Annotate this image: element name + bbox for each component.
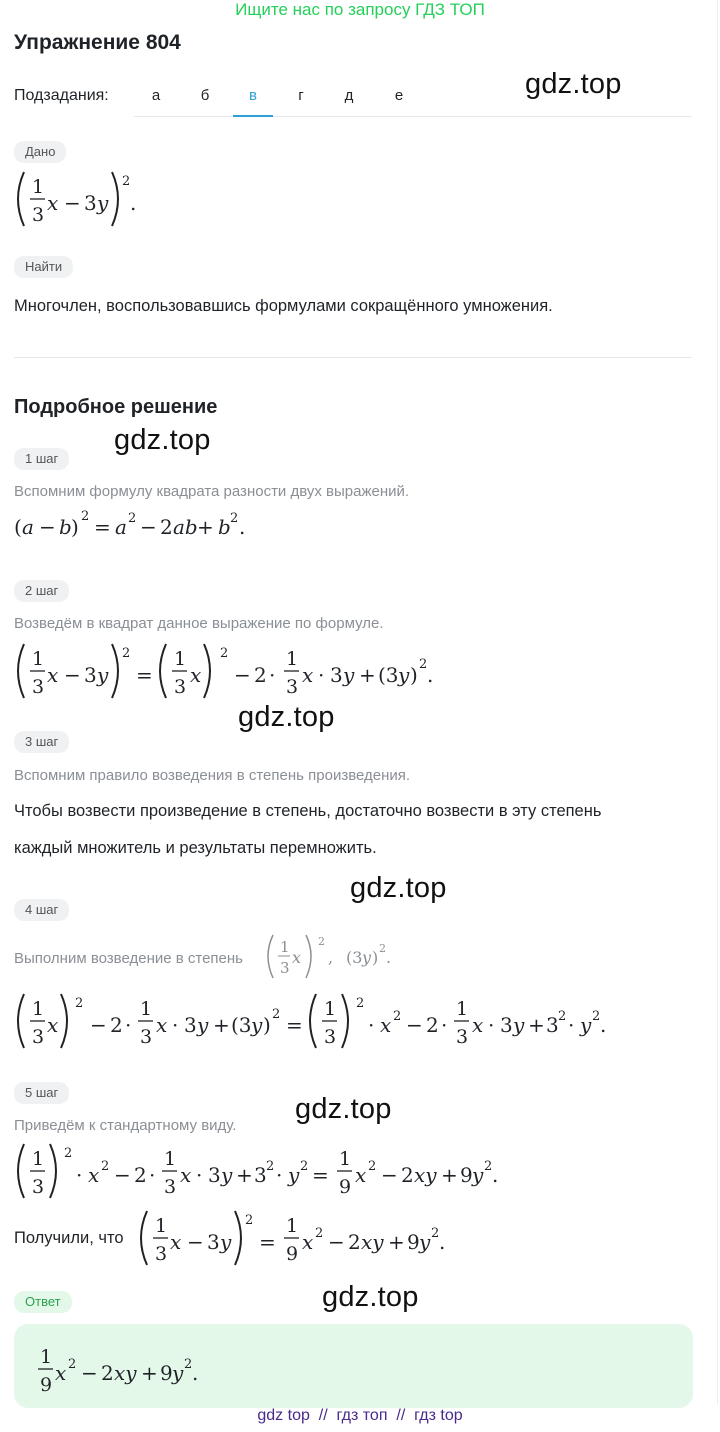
svg-text:−: − <box>381 1163 398 1187</box>
svg-text:1: 1 <box>456 998 469 1020</box>
svg-text:x: x <box>180 1163 192 1187</box>
svg-text:·: · <box>276 1163 283 1187</box>
svg-text:−: − <box>406 1013 423 1037</box>
svg-text:3: 3 <box>330 663 343 687</box>
subtasks-tabs <box>134 70 692 117</box>
svg-text:a: a <box>115 515 127 539</box>
svg-text:·: · <box>172 1013 179 1037</box>
svg-text:y: y <box>197 1013 209 1037</box>
subtasks-label: Подзадания: <box>14 87 109 104</box>
svg-text:y: y <box>288 1163 300 1187</box>
svg-text:+: + <box>388 1230 405 1254</box>
svg-text:y: y <box>419 1230 431 1254</box>
svg-text:·: · <box>269 663 276 687</box>
step-3-hint: Вспомним правило возведения в степень произведения. <box>14 767 411 784</box>
svg-text:2: 2 <box>315 1226 324 1241</box>
svg-text:x: x <box>47 1013 59 1037</box>
svg-text:1: 1 <box>164 1148 177 1170</box>
svg-text:2: 2 <box>134 1163 147 1187</box>
svg-text:9: 9 <box>160 1361 173 1385</box>
step-4-badge: 4 шаг <box>14 899 69 921</box>
svg-text:2: 2 <box>245 1213 254 1228</box>
svg-text:1: 1 <box>140 998 153 1020</box>
svg-text:+: + <box>236 1163 253 1187</box>
tab-g[interactable]: г <box>298 87 304 104</box>
svg-text:3: 3 <box>324 1026 337 1048</box>
step-1-formula <box>14 508 274 542</box>
watermark: gdz.top <box>525 68 622 100</box>
svg-text:=: = <box>94 515 111 539</box>
svg-text:b: b <box>59 515 72 539</box>
svg-text:−: − <box>328 1230 345 1254</box>
svg-text:.: . <box>386 948 392 967</box>
svg-text:9: 9 <box>407 1230 420 1254</box>
svg-text:x: x <box>47 191 59 215</box>
svg-text:2: 2 <box>379 942 386 955</box>
top-banner[interactable]: Ищите нас по запросу ГДЗ ТОП <box>235 0 485 19</box>
page-border <box>717 0 718 1405</box>
step-5-result-prefix: Получили, что <box>14 1229 124 1247</box>
svg-text:2: 2 <box>122 174 131 189</box>
svg-text:(3: (3 <box>346 948 363 967</box>
answer-badge: Ответ <box>14 1291 72 1313</box>
svg-text:·: · <box>441 1013 448 1037</box>
svg-text:2: 2 <box>160 515 173 539</box>
svg-text:2: 2 <box>184 1357 193 1372</box>
svg-text:xy: xy <box>361 1230 384 1254</box>
svg-text:2: 2 <box>300 1159 309 1174</box>
find-text: Многочлен, воспользовавшись формулами сокращённого умножения. <box>14 297 553 315</box>
svg-text:2: 2 <box>318 935 325 948</box>
watermark: gdz.top <box>238 701 335 733</box>
watermark: gdz.top <box>322 1281 419 1313</box>
svg-text:1: 1 <box>286 648 299 670</box>
svg-text:2: 2 <box>254 663 267 687</box>
svg-text:2: 2 <box>558 1009 567 1024</box>
step-3-badge: 3 шаг <box>14 731 69 753</box>
solution-title: Подробное решение <box>14 396 218 418</box>
tab-d[interactable]: д <box>344 87 354 104</box>
svg-text:9: 9 <box>460 1163 473 1187</box>
svg-text:.: . <box>600 1013 607 1037</box>
svg-text:·: · <box>196 1163 203 1187</box>
svg-text:2: 2 <box>431 1226 440 1241</box>
svg-text:−: − <box>140 515 157 539</box>
svg-text:x: x <box>380 1013 392 1037</box>
svg-text:1: 1 <box>280 938 290 956</box>
svg-text:=: = <box>259 1230 276 1254</box>
svg-text:): ) <box>410 663 418 687</box>
svg-text:·: · <box>76 1163 83 1187</box>
svg-text:y: y <box>362 948 372 967</box>
svg-text:−: − <box>81 1361 98 1385</box>
svg-text:=: = <box>136 663 153 687</box>
svg-text:y: y <box>513 1013 525 1037</box>
svg-text:y: y <box>220 1230 232 1254</box>
svg-text:3: 3 <box>140 1026 153 1048</box>
svg-text:2: 2 <box>592 1009 601 1024</box>
svg-text:1: 1 <box>324 998 337 1020</box>
svg-text:9: 9 <box>40 1374 53 1396</box>
svg-text:(3: (3 <box>231 1013 252 1037</box>
svg-text:3: 3 <box>208 1163 221 1187</box>
svg-text:.: . <box>492 1163 499 1187</box>
svg-text:3: 3 <box>32 1026 45 1048</box>
page-title: Упражнение 804 <box>14 31 181 54</box>
svg-text:(: ( <box>14 515 22 539</box>
svg-text:·: · <box>125 1013 132 1037</box>
svg-text:3: 3 <box>207 1230 220 1254</box>
svg-text:3: 3 <box>184 1013 197 1037</box>
svg-text:·: · <box>318 663 325 687</box>
step-4-formula <box>14 990 614 1052</box>
tab-v[interactable]: в <box>233 87 273 104</box>
step-2-formula <box>14 640 444 702</box>
svg-text:y: y <box>472 1163 484 1187</box>
svg-text:2: 2 <box>68 1357 77 1372</box>
svg-text:2: 2 <box>64 1146 73 1161</box>
svg-text:2: 2 <box>393 1009 402 1024</box>
svg-text:(3: (3 <box>378 663 399 687</box>
svg-text:y: y <box>97 663 109 687</box>
svg-text:1: 1 <box>286 1215 299 1237</box>
step-5-hint: Приведём к стандартному виду. <box>14 1117 237 1134</box>
step-1-badge: 1 шаг <box>14 448 69 470</box>
svg-text:2: 2 <box>220 646 229 661</box>
svg-text:3: 3 <box>254 1163 267 1187</box>
svg-text:1: 1 <box>174 648 187 670</box>
svg-text:a: a <box>22 515 34 539</box>
step-3-text-line2: каждый множитель и результаты перемножить. <box>14 839 377 857</box>
svg-text:x: x <box>302 1230 314 1254</box>
svg-text:y: y <box>97 191 109 215</box>
footer-links[interactable]: gdz top // гдз топ // гдз top <box>257 1407 463 1424</box>
svg-text:x: x <box>302 663 314 687</box>
svg-text:2: 2 <box>128 511 137 526</box>
svg-text:3: 3 <box>32 1176 45 1198</box>
svg-text:2: 2 <box>101 1159 110 1174</box>
svg-text:−: − <box>234 663 251 687</box>
svg-text:9: 9 <box>286 1243 299 1265</box>
step-5-badge: 5 шаг <box>14 1082 69 1104</box>
step-3-text-line1: Чтобы возвести произведение в степень, достаточно возвести в эту степень <box>14 802 602 820</box>
tab-b[interactable]: б <box>200 87 210 104</box>
svg-text:2: 2 <box>356 996 365 1011</box>
svg-text:9: 9 <box>339 1176 352 1198</box>
svg-text:x: x <box>47 663 59 687</box>
svg-text:1: 1 <box>32 176 45 198</box>
svg-text:·: · <box>488 1013 495 1037</box>
svg-text:.: . <box>239 515 246 539</box>
svg-text:3: 3 <box>456 1026 469 1048</box>
svg-text:1: 1 <box>40 1346 53 1368</box>
svg-text:.: . <box>427 663 434 687</box>
svg-text:3: 3 <box>155 1243 168 1265</box>
svg-text:3: 3 <box>280 959 290 977</box>
svg-text:+: + <box>213 1013 230 1037</box>
svg-text:1: 1 <box>32 998 45 1020</box>
step-5-result-formula <box>137 1207 457 1269</box>
svg-text:−: − <box>39 515 56 539</box>
svg-text:x: x <box>170 1230 182 1254</box>
svg-text:y: y <box>172 1361 184 1385</box>
svg-text:): ) <box>71 515 79 539</box>
svg-text:3: 3 <box>32 204 45 226</box>
svg-text:−: − <box>64 191 81 215</box>
watermark: gdz.top <box>350 872 447 904</box>
watermark: gdz.top <box>114 424 211 456</box>
svg-text:y: y <box>251 1013 263 1037</box>
tab-a[interactable]: а <box>151 87 161 104</box>
svg-text:3: 3 <box>84 191 97 215</box>
svg-text:+: + <box>197 515 214 539</box>
svg-text:.: . <box>130 191 137 215</box>
svg-text:−: − <box>64 663 81 687</box>
svg-text:3: 3 <box>546 1013 559 1037</box>
svg-text:1: 1 <box>155 1215 168 1237</box>
svg-text:): ) <box>372 948 379 967</box>
svg-text:2: 2 <box>81 509 90 524</box>
svg-text:.: . <box>192 1361 199 1385</box>
svg-text:x: x <box>88 1163 100 1187</box>
svg-text:3: 3 <box>500 1013 513 1037</box>
svg-text:2: 2 <box>101 1361 114 1385</box>
svg-text:,: , <box>328 948 334 967</box>
svg-text:y: y <box>343 663 355 687</box>
svg-text:2: 2 <box>484 1159 493 1174</box>
svg-text:): ) <box>263 1013 271 1037</box>
step-4-hint: Выполним возведение в степень <box>14 950 243 967</box>
find-badge: Найти <box>14 256 73 278</box>
svg-text:y: y <box>221 1163 233 1187</box>
svg-text:2: 2 <box>272 1007 281 1022</box>
svg-text:x: x <box>156 1013 168 1037</box>
svg-text:3: 3 <box>286 676 299 698</box>
svg-text:2: 2 <box>122 646 131 661</box>
svg-text:+: + <box>141 1361 158 1385</box>
svg-text:xy: xy <box>414 1163 437 1187</box>
svg-text:3: 3 <box>164 1176 177 1198</box>
step-5-formula <box>14 1140 514 1202</box>
svg-text:−: − <box>114 1163 131 1187</box>
watermark: gdz.top <box>295 1093 392 1125</box>
step-1-hint: Вспомним формулу квадрата разности двух выражений. <box>14 483 410 500</box>
svg-text:3: 3 <box>174 676 187 698</box>
svg-text:+: + <box>359 663 376 687</box>
svg-text:−: − <box>187 1230 204 1254</box>
given-badge: Дано <box>14 141 66 163</box>
svg-text:2: 2 <box>110 1013 123 1037</box>
given-formula <box>14 168 154 230</box>
svg-text:x: x <box>292 948 302 967</box>
svg-text:2: 2 <box>401 1163 414 1187</box>
svg-text:x: x <box>472 1013 484 1037</box>
svg-text:2: 2 <box>348 1230 361 1254</box>
svg-text:y: y <box>398 663 410 687</box>
step-2-hint: Возведём в квадрат данное выражение по формуле. <box>14 615 384 632</box>
svg-text:+: + <box>528 1013 545 1037</box>
svg-text:x: x <box>55 1361 67 1385</box>
tab-e[interactable]: е <box>394 87 404 104</box>
step-2-badge: 2 шаг <box>14 580 69 602</box>
svg-text:2: 2 <box>75 996 84 1011</box>
svg-text:.: . <box>439 1230 446 1254</box>
svg-text:xy: xy <box>114 1361 137 1385</box>
svg-text:·: · <box>368 1013 375 1037</box>
svg-text:x: x <box>355 1163 367 1187</box>
svg-text:y: y <box>580 1013 592 1037</box>
svg-text:·: · <box>568 1013 575 1037</box>
svg-text:·: · <box>149 1163 156 1187</box>
svg-text:ab: ab <box>173 515 198 539</box>
svg-text:1: 1 <box>32 648 45 670</box>
svg-text:1: 1 <box>32 1148 45 1170</box>
answer-formula <box>36 1338 216 1400</box>
svg-text:=: = <box>312 1163 329 1187</box>
svg-text:2: 2 <box>419 657 428 672</box>
svg-text:2: 2 <box>230 511 239 526</box>
svg-text:3: 3 <box>32 676 45 698</box>
svg-text:2: 2 <box>426 1013 439 1037</box>
svg-text:3: 3 <box>84 663 97 687</box>
svg-text:x: x <box>190 663 202 687</box>
step-4-hint-formula <box>266 932 406 982</box>
svg-text:+: + <box>441 1163 458 1187</box>
svg-text:1: 1 <box>339 1148 352 1170</box>
svg-text:2: 2 <box>368 1159 377 1174</box>
svg-text:2: 2 <box>266 1159 275 1174</box>
divider <box>14 357 692 358</box>
svg-text:=: = <box>286 1013 303 1037</box>
svg-text:−: − <box>90 1013 107 1037</box>
svg-text:b: b <box>218 515 231 539</box>
